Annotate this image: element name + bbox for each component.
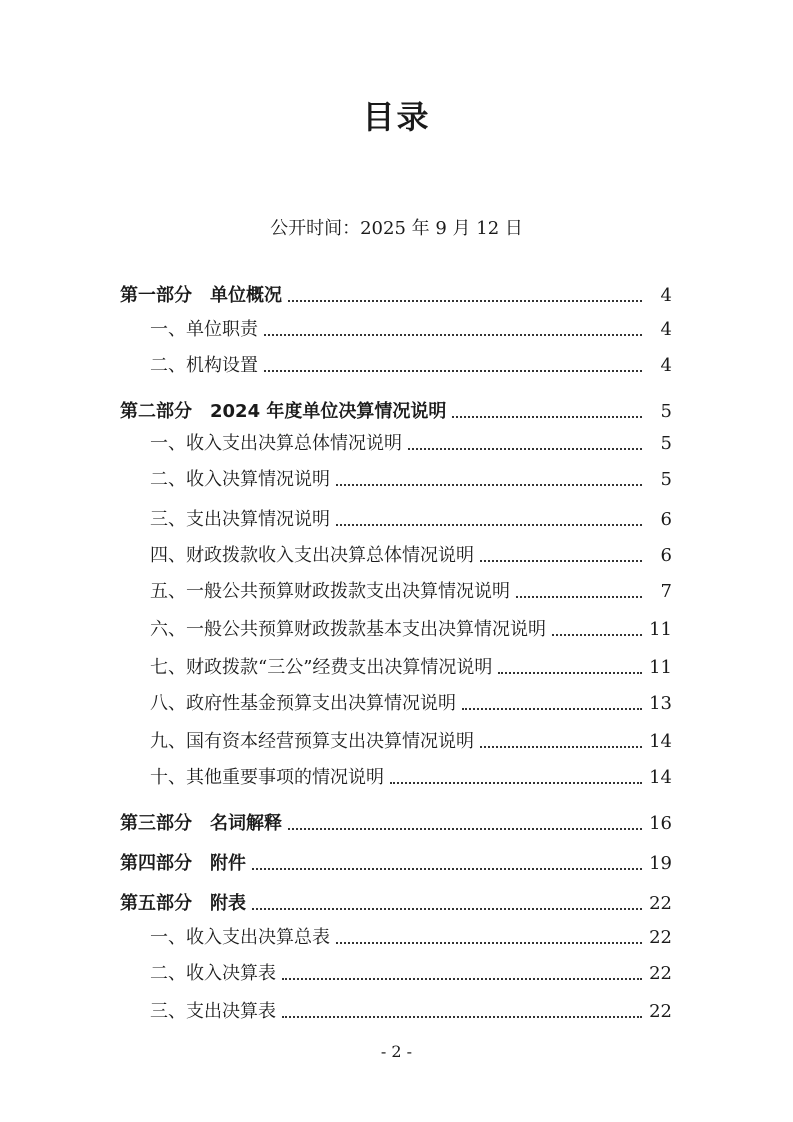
- toc-entry-label: 六、一般公共预算财政拨款基本支出决算情况说明: [150, 619, 546, 640]
- toc-entry[interactable]: [150, 686, 672, 716]
- dot-leader: [264, 334, 642, 336]
- dot-leader: [282, 978, 642, 980]
- toc-entry-part-2[interactable]: [120, 394, 672, 424]
- toc-entry-label: 二、收入决算表: [150, 963, 276, 984]
- toc-page-number: 5: [660, 401, 672, 422]
- toc-entry-label: 八、政府性基金预算支出决算情况说明: [150, 693, 456, 714]
- toc-entry[interactable]: [150, 348, 672, 378]
- toc-entry[interactable]: [150, 462, 672, 492]
- toc-page-number: 16: [649, 813, 672, 834]
- toc-entry-label: 三、支出决算表: [150, 1001, 276, 1022]
- dot-leader: [288, 828, 642, 830]
- toc-entry-label: 二、收入决算情况说明: [150, 469, 330, 490]
- toc-page-number: 4: [660, 355, 672, 376]
- toc-entry-label: 四、财政拨款收入支出决算总体情况说明: [150, 545, 474, 566]
- dot-leader: [264, 370, 642, 372]
- toc-page-number: 22: [649, 893, 672, 914]
- toc-entry[interactable]: [150, 760, 672, 790]
- dot-leader: [462, 708, 642, 710]
- toc-entry[interactable]: [150, 312, 672, 342]
- toc-entry-label: 七、财政拨款“三公”经费支出决算情况说明: [150, 657, 493, 678]
- dot-leader: [252, 908, 642, 910]
- toc-entry-label: 第二部分 2024 年度单位决算情况说明: [120, 401, 447, 422]
- toc-entry-label: 一、收入支出决算总体情况说明: [150, 433, 402, 454]
- toc-page-number: 6: [660, 509, 672, 530]
- dot-leader: [336, 524, 642, 526]
- toc-page-number: 5: [660, 469, 672, 490]
- toc-entry-label: 第四部分 附件: [120, 853, 246, 874]
- publish-date: 公开时间：2025 年 9 月 12 日: [270, 218, 523, 239]
- dot-leader: [552, 634, 642, 636]
- dot-leader: [480, 560, 642, 562]
- dot-leader: [282, 1016, 642, 1018]
- page-title: 目录: [362, 98, 431, 136]
- dot-leader: [516, 596, 642, 598]
- toc-page-number: 13: [649, 693, 672, 714]
- toc-entry[interactable]: [150, 502, 672, 532]
- table-of-contents: [120, 0, 672, 1122]
- dot-leader: [390, 782, 642, 784]
- toc-entry[interactable]: [150, 724, 672, 754]
- dot-leader: [336, 942, 642, 944]
- toc-page-number: 22: [649, 963, 672, 984]
- toc-entry-label: 第五部分 附表: [120, 893, 246, 914]
- toc-page-number: 22: [649, 1001, 672, 1022]
- toc-entry[interactable]: [150, 574, 672, 604]
- toc-entry-label: 九、国有资本经营预算支出决算情况说明: [150, 731, 474, 752]
- toc-page-number: 11: [649, 619, 672, 640]
- toc-page-number: 7: [660, 581, 672, 602]
- toc-entry-part-4[interactable]: [120, 846, 672, 876]
- toc-page-number: 19: [649, 853, 672, 874]
- toc-entry[interactable]: [150, 612, 672, 642]
- toc-page-number: 22: [649, 927, 672, 948]
- toc-entry-label: 一、收入支出决算总表: [150, 927, 330, 948]
- toc-entry[interactable]: [150, 920, 672, 950]
- toc-entry[interactable]: [150, 538, 672, 568]
- toc-entry-part-5[interactable]: [120, 886, 672, 916]
- dot-leader: [288, 300, 642, 302]
- dot-leader: [498, 672, 642, 674]
- dot-leader: [452, 416, 642, 418]
- toc-entry[interactable]: [150, 650, 672, 680]
- dot-leader: [336, 484, 642, 486]
- dot-leader: [480, 746, 642, 748]
- toc-entry[interactable]: [150, 956, 672, 986]
- dot-leader: [252, 868, 642, 870]
- toc-entry[interactable]: [150, 426, 672, 456]
- toc-page-number: 6: [660, 545, 672, 566]
- toc-page-number: 4: [660, 285, 672, 306]
- toc-page-number: 14: [649, 731, 672, 752]
- page-footer-number: - 2 -: [380, 1042, 413, 1061]
- toc-entry-label: 五、一般公共预算财政拨款支出决算情况说明: [150, 581, 510, 602]
- toc-page-number: 4: [660, 319, 672, 340]
- toc-page-number: 11: [649, 657, 672, 678]
- toc-entry-part-1[interactable]: [120, 278, 672, 308]
- toc-page-number: 5: [660, 433, 672, 454]
- toc-entry-label: 二、机构设置: [150, 355, 258, 376]
- toc-entry-label: 一、单位职责: [150, 319, 258, 340]
- toc-entry-part-3[interactable]: [120, 806, 672, 836]
- toc-entry-label: 第一部分 单位概况: [120, 285, 282, 306]
- toc-entry[interactable]: [150, 994, 672, 1024]
- toc-entry-label: 三、支出决算情况说明: [150, 509, 330, 530]
- toc-entry-label: 十、其他重要事项的情况说明: [150, 767, 384, 788]
- toc-page-number: 14: [649, 767, 672, 788]
- dot-leader: [408, 448, 642, 450]
- toc-entry-label: 第三部分 名词解释: [120, 813, 282, 834]
